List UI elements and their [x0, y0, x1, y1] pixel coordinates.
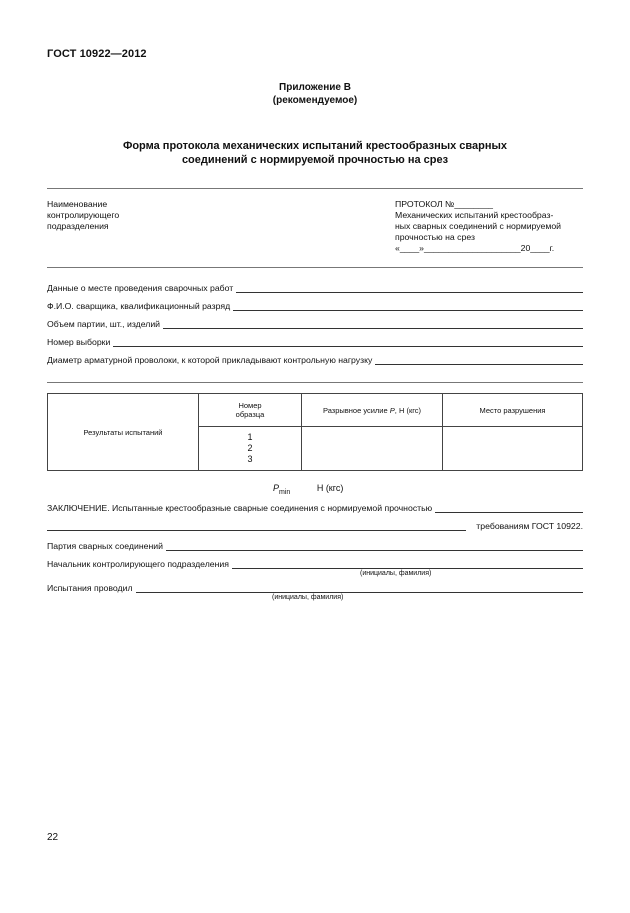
- before-table-rule: [47, 382, 583, 383]
- results-header: Результаты испытаний: [48, 394, 199, 471]
- field-diameter: Диаметр арматурной проволоки, к которой прикладывают контрольную нагрузку: [47, 352, 583, 365]
- pmin-subscript: min: [279, 488, 291, 496]
- signoff-tester-line[interactable]: [136, 583, 583, 593]
- page-number: 22: [47, 832, 59, 843]
- signoff-head: Начальник контролирующего подразделения: [47, 556, 583, 569]
- signoff-batch: Партия сварных соединений: [47, 538, 583, 551]
- field-batch-line[interactable]: [163, 319, 583, 329]
- signoff-head-hint: (инициалы, фамилия): [360, 570, 432, 577]
- protocol-desc-2: ных сварных соединений с нормируемой: [395, 221, 562, 231]
- appendix-status: (рекомендуемое): [272, 95, 358, 106]
- field-welder: Ф.И.О. сварщика, квалификационный разряд: [47, 298, 583, 311]
- top-rule: [47, 188, 583, 189]
- field-batch: Объем партии, шт., изделий: [47, 316, 583, 329]
- department-label: Наименование контролирующего подразделения: [47, 199, 120, 231]
- standard-code: ГОСТ 10922—2012: [47, 48, 147, 60]
- field-place-line[interactable]: [236, 283, 583, 293]
- signoff-batch-line[interactable]: [166, 541, 583, 551]
- fracture-location-header: Место разрушения: [443, 394, 583, 427]
- signoff-head-line[interactable]: [232, 559, 583, 569]
- field-sample: Номер выборки: [47, 334, 583, 347]
- protocol-desc-1: Механических испытаний крестообраз-: [395, 210, 554, 220]
- pmin-line: [273, 483, 343, 496]
- protocol-block: [395, 199, 583, 254]
- header-divider-rule: [47, 267, 583, 268]
- form-title-line-1: Форма протокола механических испытаний крестообразных сварных: [122, 140, 508, 152]
- protocol-desc-3: прочностью на срез: [395, 232, 475, 242]
- sample-number-header: Номер образца: [199, 394, 302, 427]
- field-diameter-line[interactable]: [375, 355, 583, 365]
- protocol-date: «____»____________________20____г.: [395, 243, 555, 253]
- breaking-force-cell[interactable]: [302, 427, 443, 471]
- conclusion-requirements-line: требованиям ГОСТ 10922.: [47, 518, 583, 531]
- results-table: [47, 393, 583, 471]
- form-title-line-2: соединений с нормируемой прочностью на срез: [181, 154, 449, 166]
- conclusion-line: ЗАКЛЮЧЕНИЕ. Испытанные крестообразные сварные соединения с нормируемой прочностью: [47, 500, 583, 513]
- conclusion-blank[interactable]: [435, 503, 583, 513]
- breaking-force-header: Разрывное усилие P, Н (кгс): [302, 394, 443, 427]
- field-sample-line[interactable]: [113, 337, 583, 347]
- field-place: Данные о месте проведения сварочных работ: [47, 280, 583, 293]
- appendix-title: Приложение В: [279, 82, 351, 93]
- signoff-tester: Испытания проводил: [47, 580, 583, 593]
- sample-numbers-cell: 1 2 3: [199, 427, 302, 471]
- protocol-number: ПРОТОКОЛ №________: [395, 199, 493, 209]
- pmin-unit: Н (кгс): [316, 483, 344, 493]
- signoff-tester-hint: (инициалы, фамилия): [272, 594, 344, 601]
- field-welder-line[interactable]: [233, 301, 583, 311]
- fracture-location-cell[interactable]: [443, 427, 583, 471]
- conclusion-requirements-blank[interactable]: [47, 521, 466, 531]
- pmin-symbol: P: [273, 483, 280, 493]
